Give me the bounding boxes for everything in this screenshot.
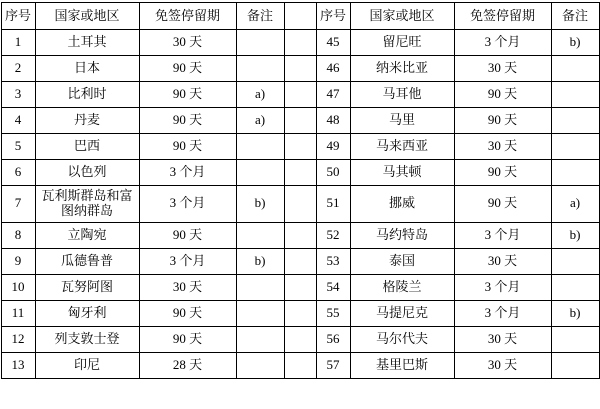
cell-country: 瓦努阿图 <box>35 274 139 300</box>
table-row <box>1 30 599 56</box>
cell-duration: 90 天 <box>454 108 551 134</box>
cell-country: 马提尼克 <box>350 300 454 326</box>
cell-seq: 3 <box>1 82 35 108</box>
cell-seq: 50 <box>316 160 350 186</box>
cell-note <box>551 326 599 352</box>
cell-seq: 49 <box>316 134 350 160</box>
column-gap <box>284 108 316 134</box>
visa-free-table <box>1 2 600 379</box>
cell-duration: 30 天 <box>454 326 551 352</box>
cell-country: 纳米比亚 <box>350 56 454 82</box>
table-row <box>1 274 599 300</box>
cell-note <box>551 352 599 378</box>
cell-seq: 52 <box>316 222 350 248</box>
document-page <box>0 2 600 409</box>
table-row <box>1 222 599 248</box>
cell-country: 土耳其 <box>35 30 139 56</box>
cell-seq: 13 <box>1 352 35 378</box>
cell-note <box>551 134 599 160</box>
cell-note <box>236 300 284 326</box>
cell-duration: 90 天 <box>454 186 551 223</box>
cell-duration: 30 天 <box>139 30 236 56</box>
header-seq-left: 序号 <box>1 3 35 30</box>
header-seq-right: 序号 <box>316 3 350 30</box>
cell-note: a) <box>236 108 284 134</box>
cell-country: 马约特岛 <box>350 222 454 248</box>
cell-note <box>236 222 284 248</box>
cell-seq: 2 <box>1 56 35 82</box>
column-gap <box>284 134 316 160</box>
table-row <box>1 300 599 326</box>
table-row <box>1 248 599 274</box>
cell-seq: 4 <box>1 108 35 134</box>
cell-note <box>236 30 284 56</box>
cell-duration: 90 天 <box>139 56 236 82</box>
header-country-left: 国家或地区 <box>35 3 139 30</box>
cell-duration: 30 天 <box>454 352 551 378</box>
cell-country: 瓜德鲁普 <box>35 248 139 274</box>
cell-seq: 5 <box>1 134 35 160</box>
cell-country: 印尼 <box>35 352 139 378</box>
cell-seq: 9 <box>1 248 35 274</box>
cell-country: 留尼旺 <box>350 30 454 56</box>
cell-seq: 45 <box>316 30 350 56</box>
table-row <box>1 108 599 134</box>
cell-country: 马其顿 <box>350 160 454 186</box>
cell-duration: 90 天 <box>454 160 551 186</box>
header-duration-left: 免签停留期 <box>139 3 236 30</box>
cell-seq: 1 <box>1 30 35 56</box>
cell-duration: 3 个月 <box>139 186 236 223</box>
cell-note <box>236 134 284 160</box>
table-row <box>1 82 599 108</box>
table-row <box>1 352 599 378</box>
cell-note: a) <box>236 82 284 108</box>
cell-note <box>551 56 599 82</box>
table-row <box>1 186 599 223</box>
column-gap <box>284 222 316 248</box>
column-gap <box>284 186 316 223</box>
cell-country: 泰国 <box>350 248 454 274</box>
cell-duration: 30 天 <box>454 248 551 274</box>
cell-country: 马来西亚 <box>350 134 454 160</box>
cell-country: 比利时 <box>35 82 139 108</box>
cell-seq: 47 <box>316 82 350 108</box>
cell-note: b) <box>236 186 284 223</box>
cell-country: 以色列 <box>35 160 139 186</box>
column-gap <box>284 248 316 274</box>
cell-seq: 56 <box>316 326 350 352</box>
cell-note: b) <box>551 30 599 56</box>
header-country-right: 国家或地区 <box>350 3 454 30</box>
cell-seq: 48 <box>316 108 350 134</box>
cell-seq: 8 <box>1 222 35 248</box>
table-header <box>1 3 599 30</box>
cell-note <box>236 326 284 352</box>
cell-duration: 3 个月 <box>139 160 236 186</box>
cell-duration: 3 个月 <box>454 222 551 248</box>
cell-country: 丹麦 <box>35 108 139 134</box>
cell-duration: 28 天 <box>139 352 236 378</box>
cell-seq: 54 <box>316 274 350 300</box>
cell-country: 马尔代夫 <box>350 326 454 352</box>
header-row <box>1 3 599 30</box>
column-gap <box>284 274 316 300</box>
cell-country: 日本 <box>35 56 139 82</box>
table-row <box>1 160 599 186</box>
cell-duration: 3 个月 <box>454 30 551 56</box>
cell-seq: 11 <box>1 300 35 326</box>
cell-note <box>551 108 599 134</box>
header-note-left: 备注 <box>236 3 284 30</box>
cell-note: b) <box>236 248 284 274</box>
cell-note <box>551 248 599 274</box>
column-gap <box>284 82 316 108</box>
cell-seq: 55 <box>316 300 350 326</box>
header-duration-right: 免签停留期 <box>454 3 551 30</box>
cell-duration: 3 个月 <box>139 248 236 274</box>
cell-country: 立陶宛 <box>35 222 139 248</box>
cell-country: 挪威 <box>350 186 454 223</box>
cell-duration: 90 天 <box>139 326 236 352</box>
table-row <box>1 326 599 352</box>
cell-duration: 90 天 <box>139 108 236 134</box>
cell-country: 列支敦士登 <box>35 326 139 352</box>
cell-country: 匈牙利 <box>35 300 139 326</box>
column-gap <box>284 326 316 352</box>
column-gap <box>284 352 316 378</box>
cell-country: 马耳他 <box>350 82 454 108</box>
cell-note <box>236 352 284 378</box>
cell-duration: 90 天 <box>139 300 236 326</box>
cell-seq: 53 <box>316 248 350 274</box>
cell-note <box>236 160 284 186</box>
table-row <box>1 134 599 160</box>
cell-duration: 30 天 <box>454 134 551 160</box>
cell-duration: 3 个月 <box>454 274 551 300</box>
column-gap <box>284 30 316 56</box>
column-gap <box>284 160 316 186</box>
cell-country: 瓦利斯群岛和富图纳群岛 <box>35 186 139 223</box>
cell-country: 巴西 <box>35 134 139 160</box>
column-gap <box>284 300 316 326</box>
cell-seq: 46 <box>316 56 350 82</box>
cell-seq: 10 <box>1 274 35 300</box>
cell-country: 马里 <box>350 108 454 134</box>
cell-duration: 90 天 <box>139 82 236 108</box>
cell-seq: 6 <box>1 160 35 186</box>
cell-note: a) <box>551 186 599 223</box>
cell-note: b) <box>551 300 599 326</box>
cell-duration: 30 天 <box>139 274 236 300</box>
cell-note: b) <box>551 222 599 248</box>
cell-note <box>236 274 284 300</box>
cell-duration: 90 天 <box>139 134 236 160</box>
table-row <box>1 56 599 82</box>
cell-note <box>551 82 599 108</box>
cell-duration: 3 个月 <box>454 300 551 326</box>
cell-note <box>551 274 599 300</box>
cell-duration: 30 天 <box>454 56 551 82</box>
cell-seq: 12 <box>1 326 35 352</box>
cell-country: 格陵兰 <box>350 274 454 300</box>
column-gap <box>284 56 316 82</box>
cell-seq: 51 <box>316 186 350 223</box>
cell-duration: 90 天 <box>139 222 236 248</box>
column-gap <box>284 3 316 30</box>
cell-duration: 90 天 <box>454 82 551 108</box>
cell-seq: 57 <box>316 352 350 378</box>
cell-note <box>236 56 284 82</box>
cell-country: 基里巴斯 <box>350 352 454 378</box>
cell-note <box>551 160 599 186</box>
table-body <box>1 30 599 379</box>
cell-seq: 7 <box>1 186 35 223</box>
header-note-right: 备注 <box>551 3 599 30</box>
